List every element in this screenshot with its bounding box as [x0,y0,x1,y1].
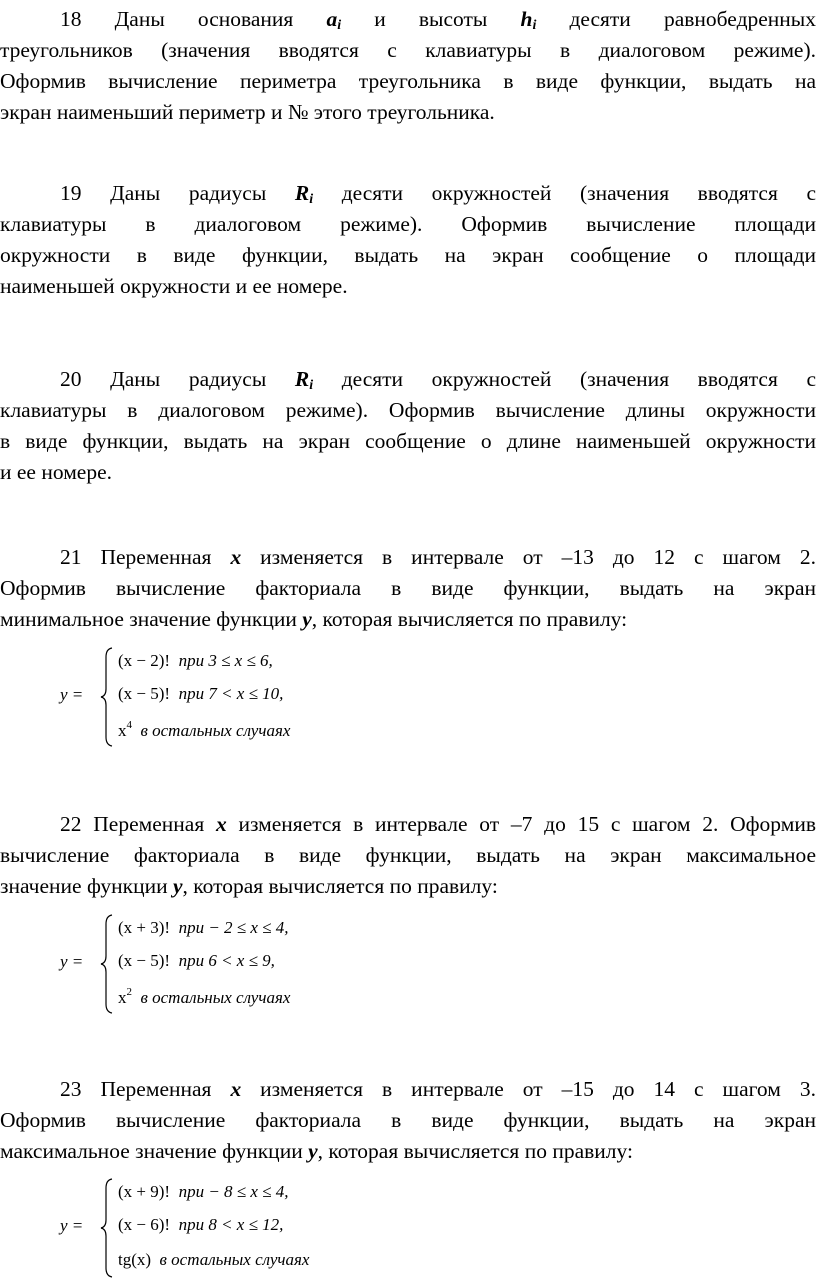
text-run: клавиатуры в диалоговом режиме). Оформив вычисление площади [0,212,816,236]
case-expression: (x − 2)! [118,651,171,670]
text-run: 21 Переменная [60,545,231,569]
case-expression: (x − 6)! [118,1215,171,1234]
formula-case [118,684,283,704]
task-line [0,178,816,209]
variable-R [295,181,313,205]
variable-y [302,607,312,631]
task-line [0,542,816,573]
formula-case [118,918,289,938]
variable-x [230,545,241,569]
variable-letter: h [520,7,533,31]
task-line [0,1105,816,1136]
task-18 [0,4,816,128]
variable-letter: y [308,1139,318,1163]
text-run: вычисление факториала в виде функции, выдать на экран максимальное [0,843,816,867]
text-run: десяти равнобедренных [536,7,816,31]
text-run: окружности в виде функции, выдать на экран сообщение о площади [0,243,816,267]
text-run: изменяется в интервале от –13 до 12 с шагом 2. [241,545,816,569]
text-run: десяти окружностей (значения вводятся с [313,181,816,205]
variable-letter: x [215,812,227,836]
text-run: 23 Переменная [60,1077,231,1101]
task-line [0,809,816,840]
formula-case [118,1182,289,1202]
text-run: клавиатуры в диалоговом режиме). Оформив вычисление длины окружности [0,398,816,422]
text-run: минимальное значение функции [0,607,303,631]
text-run: Оформив вычисление периметра треугольника в виде функции, выдать на [0,69,816,93]
task-line [0,66,816,97]
left-brace-icon [100,1178,114,1278]
task-line [0,1074,816,1105]
case-condition: при 7 < x ≤ 10, [178,684,284,703]
task-line [0,240,816,271]
task-line [0,426,816,457]
variable-letter: R [294,367,310,391]
formula-case [118,951,275,971]
case-expression: (x + 9)! [118,1182,171,1201]
case-condition: при 6 < x ≤ 9, [178,951,275,970]
case-expression: tg(x) [118,1250,152,1269]
text-run: 19 Даны радиусы [60,181,295,205]
formula-lhs: y = [60,1216,84,1235]
formula-case [118,719,290,741]
task-line [0,395,816,426]
variable-x [216,812,227,836]
task-line [0,1136,816,1167]
task-19 [0,178,816,302]
formula-lhs: y = [60,685,84,704]
variable-subscript: i [337,18,342,33]
case-expression: x [118,721,127,740]
variable-R [295,367,313,391]
formula-case [118,1250,309,1270]
text-run: в виде функции, выдать на экран сообщение о длине наименьшей окружности [0,429,816,453]
task-line [0,364,816,395]
case-expression: (x + 3)! [118,918,171,937]
variable-subscript: i [309,378,314,393]
task-line [0,4,816,35]
text-run: Оформив вычисление факториала в виде функции, выдать на экран [0,1108,816,1132]
text-run: изменяется в интервале от –15 до 14 с шагом 3. [241,1077,816,1101]
task-line [0,604,816,635]
piecewise-formula-22 [60,914,390,1014]
text-run: и ее номере. [0,460,113,484]
text-run: , которая вычисляется по правилу: [182,874,498,898]
task-22 [0,809,816,902]
text-run: , которая вычисляется по правилу: [311,607,628,631]
text-run: наименьшей окружности и ее номере. [0,274,348,298]
left-brace-icon [100,914,114,1014]
text-run: экран наименьший периметр и № этого треугольника. [0,100,495,124]
variable-y [308,1139,318,1163]
variable-y [173,874,183,898]
case-condition: в остальных случаях [140,988,291,1007]
text-run: десяти окружностей (значения вводятся с [313,367,816,391]
case-exponent: 2 [126,986,132,998]
formula-lhs: y = [60,952,84,971]
task-23 [0,1074,816,1167]
left-brace-icon [100,647,114,747]
task-line [0,457,816,488]
text-run: Оформив вычисление факториала в виде функции, выдать на экран [0,576,816,600]
case-expression: (x − 5)! [118,951,171,970]
case-condition: при 8 < x ≤ 12, [178,1215,284,1234]
case-condition: при − 2 ≤ x ≤ 4, [178,918,289,937]
piecewise-formula-21 [60,647,390,747]
text-run: и высоты [341,7,521,31]
variable-letter: R [294,181,310,205]
text-run: 18 Даны основания [60,7,327,31]
variable-h [520,7,536,31]
task-line [0,209,816,240]
formula-case [118,651,273,671]
task-line [0,573,816,604]
case-condition: в остальных случаях [140,721,291,740]
task-line [0,97,816,128]
text-run: , которая вычисляется по правилу: [317,1139,633,1163]
task-line [0,35,816,66]
variable-letter: y [172,874,183,898]
case-condition: при − 8 ≤ x ≤ 4, [178,1182,289,1201]
variable-subscript: i [532,18,537,33]
text-run: треугольников (значения вводятся с клавиатуры в диалоговом режиме). [0,38,816,62]
task-21 [0,542,816,635]
variable-subscript: i [309,192,314,207]
variable-letter: a [326,7,338,31]
text-run: 20 Даны радиусы [60,367,295,391]
case-condition: при 3 ≤ x ≤ 6, [178,651,273,670]
formula-case [118,986,290,1008]
text-run: максимальное значение функции [0,1139,309,1163]
case-condition: в остальных случаях [159,1250,310,1269]
variable-a [326,7,341,31]
text-run: значение функции [0,874,173,898]
task-line [0,840,816,871]
case-expression: (x − 5)! [118,684,171,703]
task-20 [0,364,816,488]
case-expression: x [118,988,127,1007]
variable-letter: y [302,607,312,631]
text-run: изменяется в интервале от –7 до 15 с шагом 2. Оформив [226,812,816,836]
task-line [0,871,816,902]
variable-x [230,1077,241,1101]
task-line [0,271,816,302]
text-run: 22 Переменная [60,812,216,836]
case-exponent: 4 [126,719,132,731]
piecewise-formula-23 [60,1178,390,1278]
variable-letter: x [230,1077,242,1101]
variable-letter: x [230,545,242,569]
formula-case [118,1215,283,1235]
